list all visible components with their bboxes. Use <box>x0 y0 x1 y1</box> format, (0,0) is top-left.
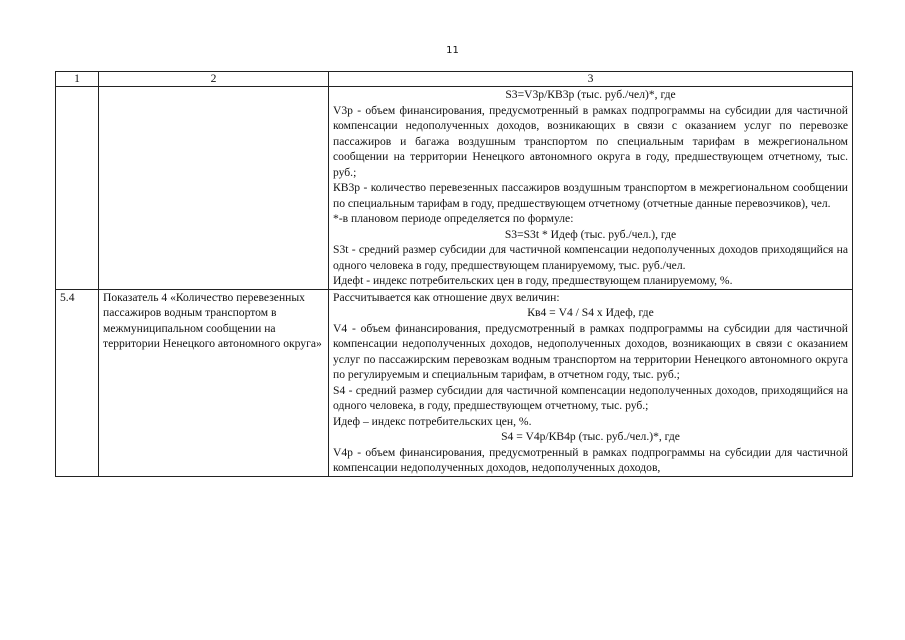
formula-cell <box>329 289 853 476</box>
formula-line: Кв4 = V4 / S4 x Идеф, где <box>527 306 654 319</box>
header-col-3: 3 <box>329 72 853 87</box>
indicator-table <box>55 71 853 477</box>
formula-line: S3=V3р/КВ3р (тыс. руб./чел)*, где <box>505 88 676 101</box>
definition-paragraph: V3р - объем финансирования, предусмотренный в рамках подпрограммы на субсидии для частичной компенсации недополученных доходов, возникающих в связи с оказанием услуг по перевозке пассажиров и багажа воздушным транспортом по специальным тарифам в межрегиональном сообщении на территории Ненецкого автономного округа в году, предшествующем отчетному, тыс. руб.; <box>333 103 848 179</box>
definition-paragraph: Идеф – индекс потребительских цен, %. <box>333 414 532 428</box>
indicator-title: Показатель 4 «Количество перевезенных пассажиров водным транспортом в межмуниципальном сообщении на территории Ненецкого автономного округа» <box>99 289 329 476</box>
row-number <box>56 87 99 290</box>
intro-line: Рассчитывается как отношение двух величин: <box>333 290 560 304</box>
table-header-row <box>56 72 853 87</box>
formula-cell <box>329 87 853 290</box>
header-col-2: 2 <box>99 72 329 87</box>
definition-paragraph: V4р - объем финансирования, предусмотренный в рамках подпрограммы на субсидии для частичной компенсации недополученных доходов, недополученных доходов, <box>333 445 848 474</box>
definition-paragraph: V4 - объем финансирования, предусмотренный в рамках подпрограммы на субсидии для частичной компенсации недополученных доходов, недополученных доходов, возникающих в связи с оказанием услуг по пассажирским перевозкам водным транспортом на территории Ненецкого автономного округа по регулируемым и специальным тарифам, в отчетном году, тыс. руб.; <box>333 321 848 381</box>
row-number: 5.4 <box>56 289 99 476</box>
definition-paragraph: S4 - средний размер субсидии для частичной компенсации недополученных доходов, приходящийся на одного человека, в году, предшествующем отчетному, тыс. руб.; <box>333 383 848 412</box>
page-number: 11 <box>446 45 459 56</box>
formula-line: S3=S3t * Идеф (тыс. руб./чел.), где <box>504 227 677 241</box>
table-row <box>56 87 853 290</box>
formula-line: S4 = V4р/КВ4р (тыс. руб./чел.)*, где <box>501 430 680 443</box>
definition-paragraph: S3t - средний размер субсидии для частичной компенсации недополученных доходов приходящийся на одного человека в году, предшествующем планируемому, тыс. руб./чел. <box>333 243 848 272</box>
definition-paragraph: Идефt - индекс потребительских цен в году, предшествующем планируемому, %. <box>333 274 733 287</box>
note-line: *-в плановом периоде определяется по формуле: <box>333 212 574 225</box>
header-col-1: 1 <box>56 72 99 87</box>
indicator-title <box>99 87 329 290</box>
definition-paragraph: КВ3р - количество перевезенных пассажиров воздушным транспортом в межрегиональном сообщении по специальным тарифам в году, предшествующем отчетному (отчетные данные перевозчиков), чел. <box>333 181 848 210</box>
table-row <box>56 289 853 476</box>
